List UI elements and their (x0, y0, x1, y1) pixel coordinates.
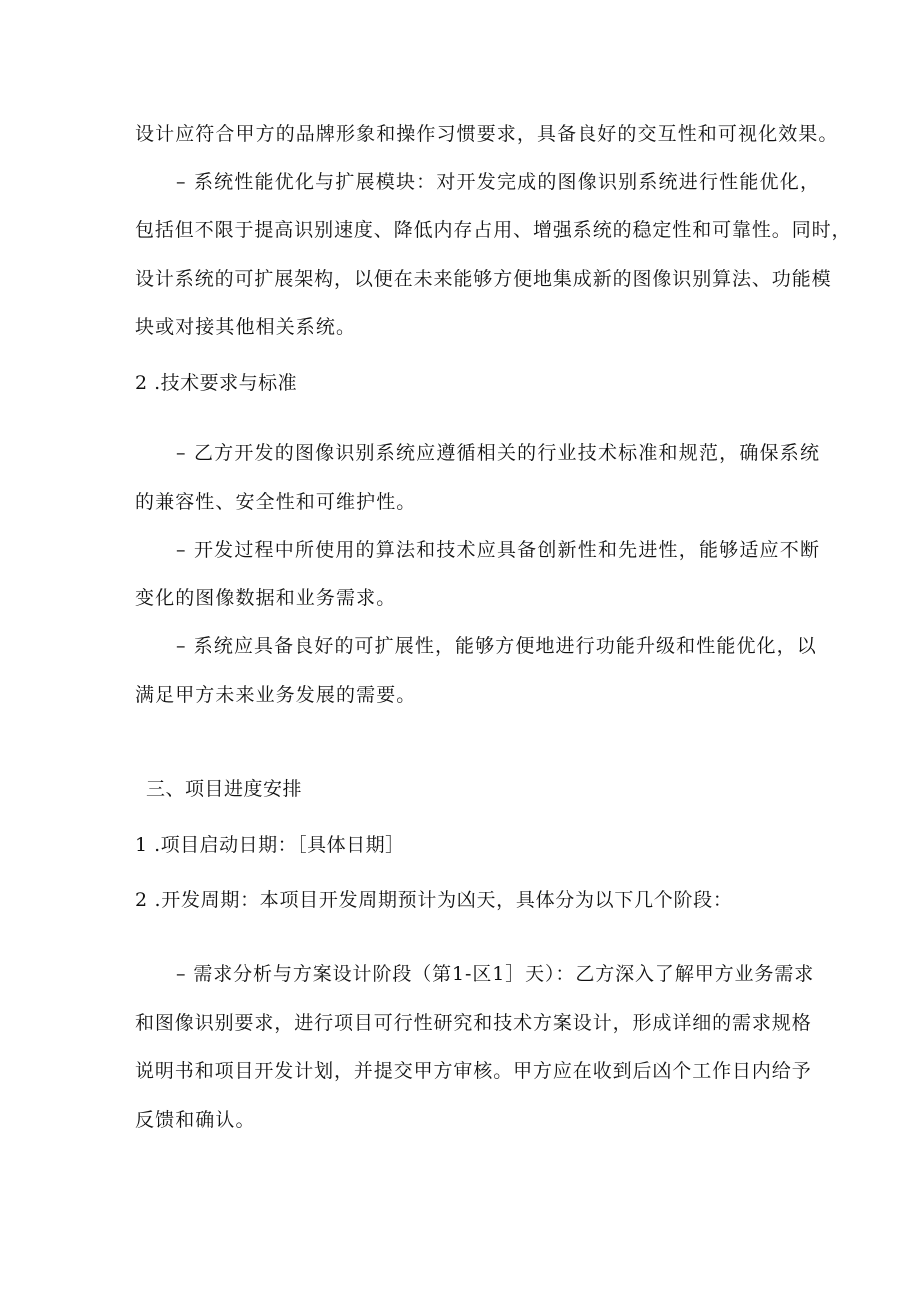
paragraph-line: 包括但不限于提高识别速度、降低内存占用、增强系统的稳定性和可靠性。同时， (135, 219, 852, 241)
paragraph-line: – 系统性能优化与扩展模块：对开发完成的图像识别系统进行性能优化， (176, 171, 821, 193)
paragraph-line: – 系统应具备良好的可扩展性，能够方便地进行功能升级和性能优化，以 (176, 635, 817, 657)
paragraph-line: 的兼容性、安全性和可维护性。 (135, 491, 417, 513)
paragraph-line: – 乙方开发的图像识别系统应遵循相关的行业技术标准和规范，确保系统 (176, 442, 821, 464)
list-item: 2 .开发周期：本项目开发周期预计为凶天，具体分为以下几个阶段： (135, 889, 733, 911)
paragraph-line: 满足甲方未来业务发展的需要。 (135, 684, 417, 706)
paragraph-line: 变化的图像数据和业务需求。 (135, 587, 397, 609)
paragraph-line: 和图像识别要求，进行项目可行性研究和技术方案设计，形成详细的需求规格 (135, 1012, 812, 1034)
paragraph-line: 设计应符合甲方的品牌形象和操作习惯要求，具备良好的交互性和可视化效果。 (135, 123, 839, 145)
section-heading: 2 .技术要求与标准 (135, 372, 298, 394)
paragraph-line: 设计系统的可扩展架构，以便在未来能够方便地集成新的图像识别算法、功能模 (135, 268, 832, 290)
paragraph-line: 反馈和确认。 (135, 1109, 256, 1131)
paragraph-line: – 开发过程中所使用的算法和技术应具备创新性和先进性，能够适应不断 (176, 539, 821, 561)
paragraph-line: 块或对接其他相关系统。 (135, 316, 357, 338)
paragraph-line: 说明书和项目开发计划，并提交甲方审核。甲方应在收到后凶个工作日内给予 (135, 1060, 812, 1082)
chapter-heading: 三、项目进度安排 (146, 778, 303, 800)
list-item: 1 .项目启动日期：［具体日期］ (135, 834, 405, 856)
paragraph-line: – 需求分析与方案设计阶段（第1-区1］天）：乙方深入了解甲方业务需求 (176, 963, 815, 985)
